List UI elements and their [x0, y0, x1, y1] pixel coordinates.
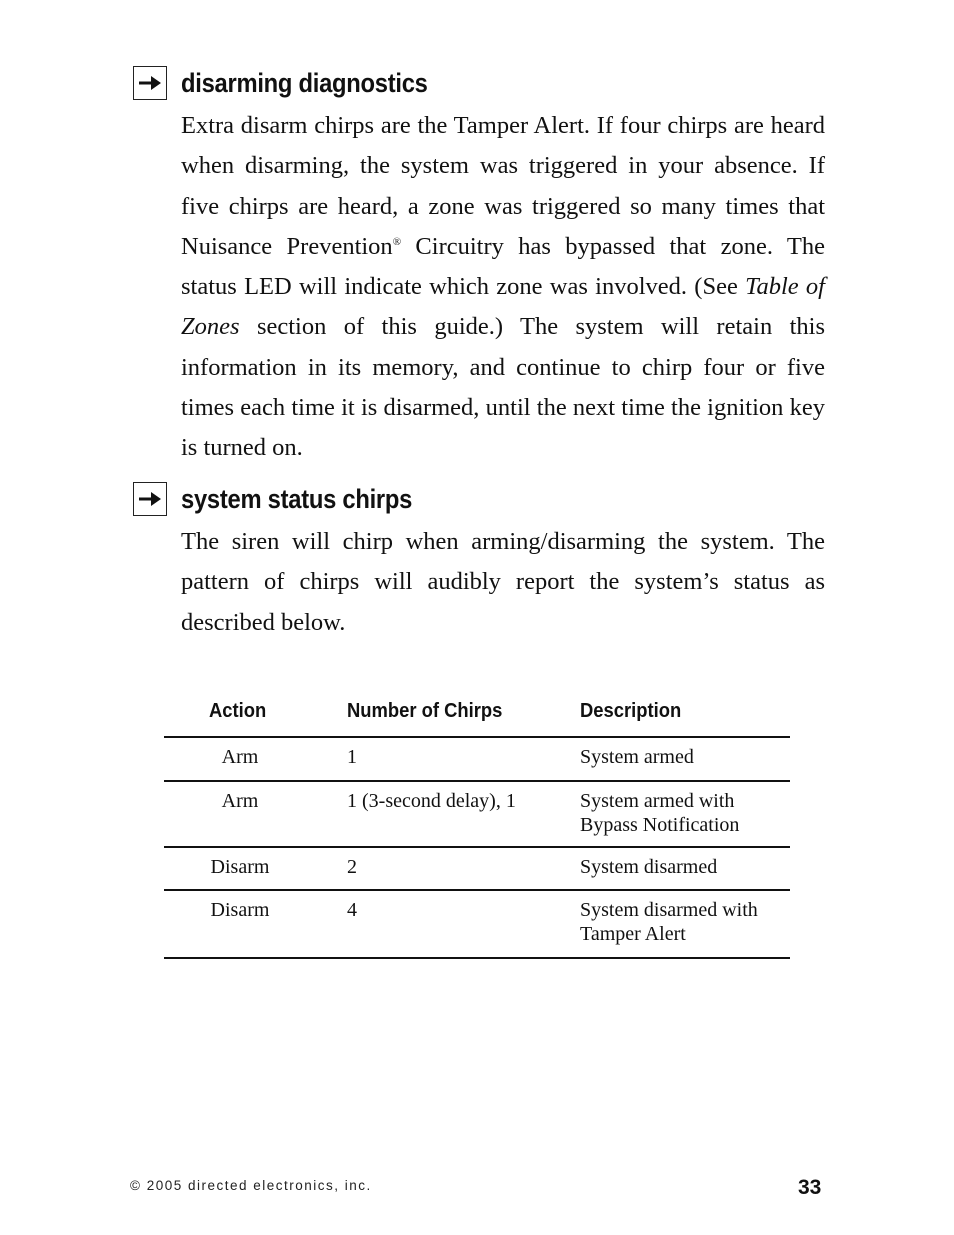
section-heading-row: [133, 482, 833, 516]
cell-action: Disarm: [210, 856, 270, 878]
section-disarming-diagnostics: [133, 66, 833, 469]
section-heading-row: [133, 66, 833, 100]
chirps-table: [164, 700, 790, 959]
table-row: [164, 891, 790, 959]
section-heading: system status chirps: [181, 483, 413, 514]
column-header-description: Description: [580, 700, 682, 722]
cell-description: System armed with Bypass Notification: [580, 790, 740, 836]
table-row: [164, 848, 790, 891]
section-heading: disarming diagnostics: [181, 67, 428, 98]
cell-chirps: 4: [347, 899, 357, 921]
table-of-zones-reference: Table of Zones: [181, 273, 825, 341]
cell-chirps: 1 (3-second delay), 1: [347, 790, 516, 812]
cell-action: Arm: [221, 746, 259, 768]
column-header-action: Action: [209, 700, 267, 722]
cell-description: System disarmed with Tamper Alert: [580, 899, 758, 945]
copyright-notice: © 2005 directed electronics, inc.: [130, 1178, 372, 1193]
section-body: Extra disarm chirps are the Tamper Alert. If four chirps are heard when disarming, the system was triggered in your absence. If five chirps are heard, a zone was triggered so many times that Nuisance Prevention® Circuitry has bypassed that zone. The status LED will indicate which zone was involved. (See Table of Zones section of this guide.) The system will retain this information in its memory, and continue to chirp four or five times each time it is disarmed, until the next time the ignition key is turned on.: [181, 112, 825, 462]
section-body: The siren will chirp when arming/disarming the system. The pattern of chirps will audibly report the system’s status as described below.: [181, 528, 825, 636]
cell-description: System disarmed: [580, 856, 718, 878]
cell-chirps: 2: [347, 856, 357, 878]
registered-mark: ®: [392, 235, 402, 248]
table-row: [164, 782, 790, 848]
cell-action: Disarm: [210, 899, 270, 921]
arrow-right-icon: [133, 482, 167, 516]
page-number: 33: [798, 1176, 822, 1199]
cell-action: Arm: [221, 790, 259, 812]
table-row: [164, 738, 790, 782]
table-header: [164, 700, 790, 738]
section-system-status-chirps: [133, 482, 833, 643]
arrow-right-icon: [133, 66, 167, 100]
column-header-number-of-chirps: Number of Chirps: [347, 700, 503, 722]
cell-description: System armed: [580, 746, 694, 768]
cell-chirps: 1: [347, 746, 357, 768]
